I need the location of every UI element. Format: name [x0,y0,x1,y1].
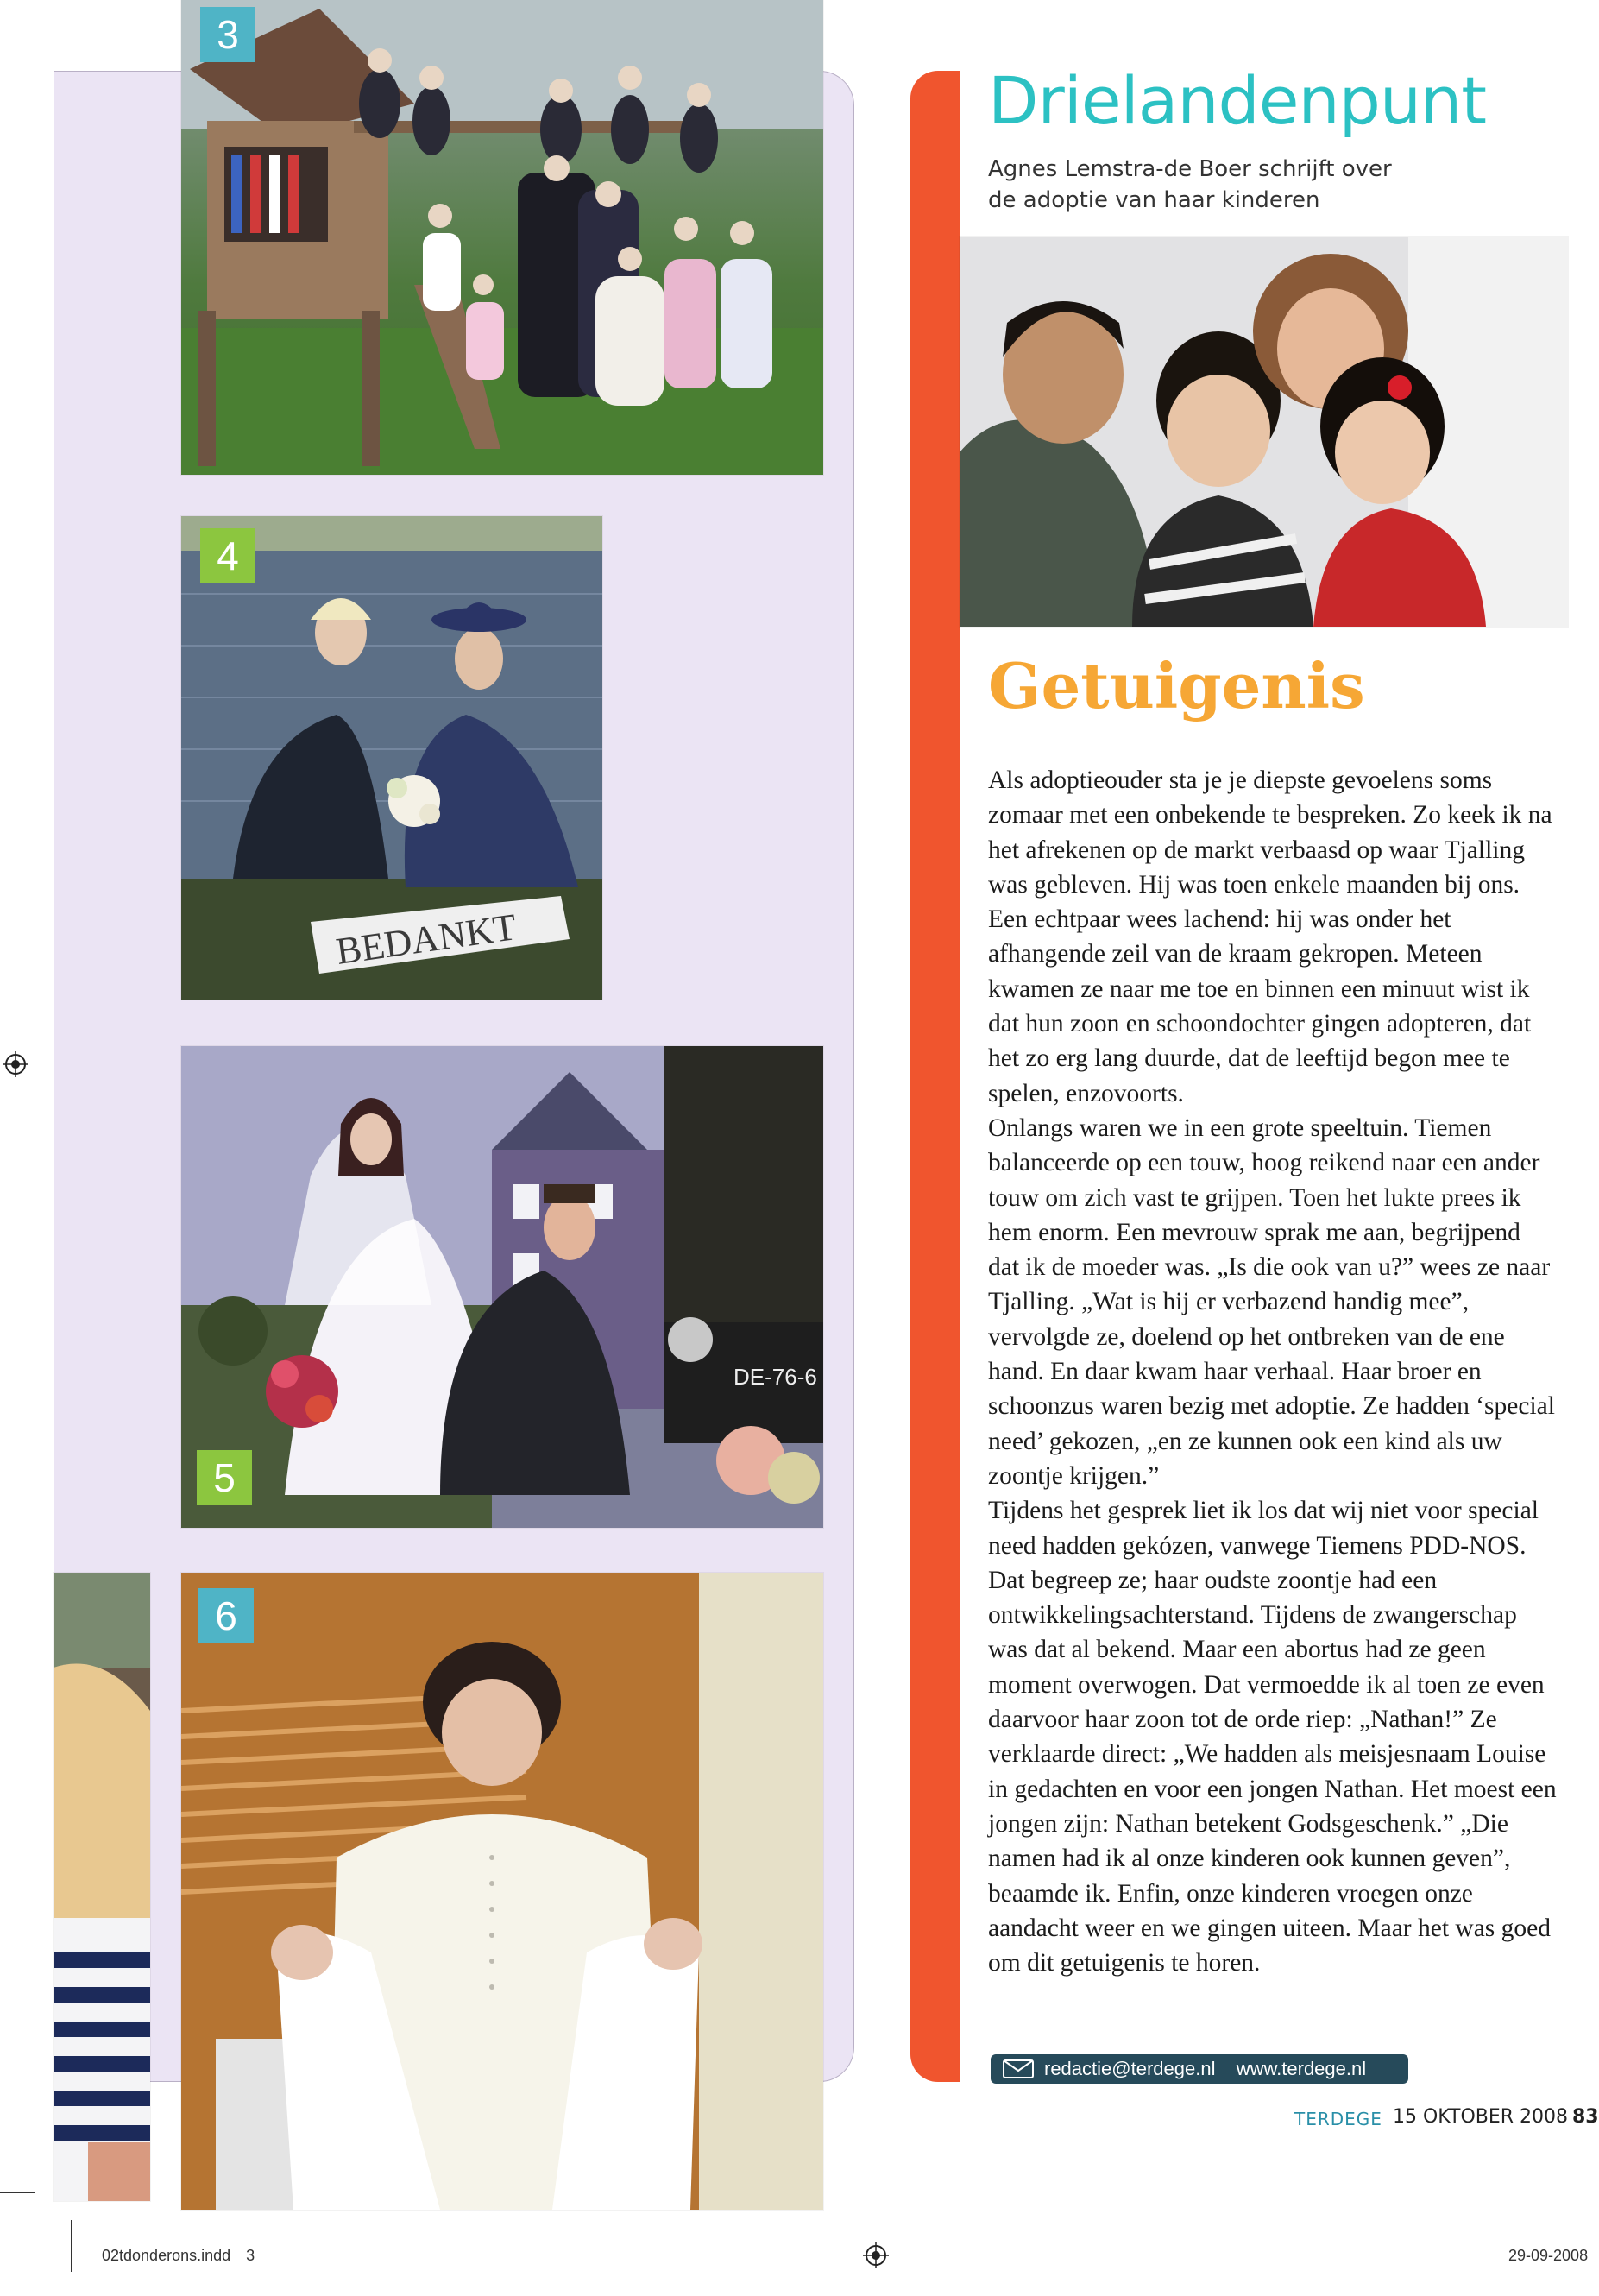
article-paragraph: Als adoptieouder sta je je diepste gevoelens soms zomaar met een onbekende te bespreken. Zo keek ik na het afrekenen op de markt verbaasd op waar Tjalling was gebleven. Hij was toen enkele maanden bij ons. Een echtpaar wees lachend: hij was onder het afhangende zeil van de kraam gekropen. Meteen kwamen ze naar me toe en binnen een minuut wist ik dat hun zoon en schoondochter gingen adopteren, dat het zo erg lang duurde, dat de leeftijd begon mee te spelen, enzovoorts. [988,766,1552,1107]
slug-print-date: 29-09-2008 [1508,2247,1589,2264]
slug-file [102,2247,255,2265]
registration-mark-icon [3,1051,28,1077]
slug-filename: 02tdonderons.indd [102,2247,231,2264]
subtitle-line: Agnes Lemstra-de Boer schrijft over [988,156,1392,182]
article-body [988,763,1558,1980]
crop-mark [71,2220,72,2272]
section-subtitle [988,154,1471,216]
footer-page-number: 83 [1572,2106,1599,2128]
footer-date: 15 OKTOBER 2008 [1393,2106,1569,2128]
photo-couple-by-water [181,516,602,1000]
registration-mark-icon [863,2242,889,2268]
photo-mother-children [960,237,1568,627]
article-paragraph: Tijdens het gesprek liet ik los dat wij niet voor special need hadden gekózen, vanwege Tiemens PDD-NOS. Dat begreep ze; haar oudste zoontje had een ontwikkelingsachterstand. Tijdens de zwangerschap was dat al bekend. Maar een abortus had ze geen moment overwogen. Dat vermoedde ik al toen ze even daarvoor haar zoon tot de orde riep: „Nathan!” Ze verklaarde direct: „We hadden als meisjesnaam Louise in gedachten en voor een jongen Nathan. Het moest een jongen zijn: Nathan betekent Godsgeschenk.” „Die namen had ik al onze kinderen ook kunnen geven”, beaamde ik. Enfin, onze kinderen vroegen onze aandacht weer en we gingen uiteen. Maar het was goed om dit getuigenis te horen. [988,1497,1557,1977]
photo-family-playground [181,0,823,475]
slug-page: 3 [246,2247,255,2264]
section-title: Drielandenpunt [988,62,1487,139]
photo-wedding-couple [181,1046,823,1528]
license-plate-text: DE-76-6 [733,1364,817,1390]
contact-website-link[interactable]: www.terdege.nl [1236,2058,1367,2079]
photo-number-badge: 4 [200,528,255,583]
photo-number-badge: 5 [197,1450,252,1505]
photo-number-badge: 3 [200,7,255,62]
crop-mark [0,2192,35,2193]
photo-grandmother-twins [181,1573,823,2210]
footer-magazine: TERDEGE [1294,2109,1382,2129]
article-heading: Getuigenis [988,649,1365,722]
bedankt-sign-text: BEDANKT [333,905,519,973]
contact-email-link[interactable]: redactie@terdege.nl [1044,2058,1216,2079]
subtitle-line: de adoptie van haar kinderen [988,187,1320,213]
orange-side-bar [910,71,962,2082]
contact-bar [991,2054,1408,2084]
photo-partial-left [54,1573,150,2201]
photo-number-badge: 6 [198,1588,254,1643]
article-paragraph: Onlangs waren we in een grote speeltuin. Tiemen balanceerde op een touw, hoog reikend naar een ander touw om zich vast te grijpen. Toen het lukte prees ik hem enorm. Een mevrouw sprak me aan, begrijpend dat ik de moeder was. „Is die ook van u?” wees ze naar Tjalling. „Wat is hij er verbazend handig mee”, vervolgde ze, doelend op het ontbreken van de ene hand. En daar kwam haar verhaal. Haar broer en schoonzus waren bezig met adoptie. Ze hadden ‘special need’ gekozen, „en ze kunnen ook een kind als uw zoontje krijgen.” [988,1113,1555,1490]
envelope-icon [1003,2059,1034,2078]
